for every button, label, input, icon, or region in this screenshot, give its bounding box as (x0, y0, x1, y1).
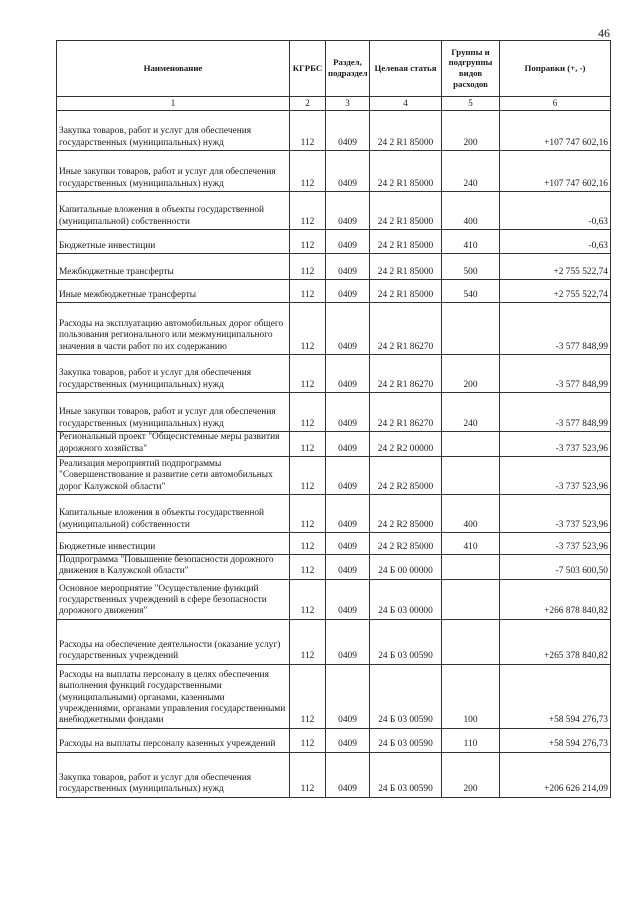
row-razdel: 0409 (326, 555, 370, 580)
row-expense-group (442, 619, 500, 664)
row-target-article: 24 2 R1 85000 (370, 192, 442, 230)
row-kgrbs: 112 (290, 192, 326, 230)
row-razdel: 0409 (326, 355, 370, 393)
row-amount: -0,63 (500, 192, 611, 230)
row-target-article: 24 Б 03 00590 (370, 728, 442, 752)
row-razdel: 0409 (326, 457, 370, 495)
row-target-article: 24 2 R1 85000 (370, 254, 442, 280)
table-row (57, 432, 611, 457)
row-expense-group: 200 (442, 355, 500, 393)
row-razdel: 0409 (326, 151, 370, 192)
table-row (57, 393, 611, 432)
row-target-article: 24 2 R1 86270 (370, 393, 442, 432)
row-target-article: 24 2 R2 85000 (370, 533, 442, 555)
row-kgrbs: 112 (290, 393, 326, 432)
row-expense-group: 540 (442, 280, 500, 303)
header-row (57, 41, 611, 97)
table-row (57, 533, 611, 555)
row-razdel: 0409 (326, 111, 370, 151)
row-expense-group: 240 (442, 393, 500, 432)
row-amount: -3 737 523,96 (500, 495, 611, 533)
row-target-article: 24 2 R2 85000 (370, 457, 442, 495)
row-amount: -3 737 523,96 (500, 533, 611, 555)
row-amount: +2 755 522,74 (500, 280, 611, 303)
column-number: 2 (290, 97, 326, 111)
page-number: 46 (598, 26, 610, 40)
row-kgrbs: 112 (290, 579, 326, 619)
row-name: Бюджетные инвестиции (57, 230, 290, 254)
row-expense-group: 240 (442, 151, 500, 192)
row-kgrbs: 112 (290, 151, 326, 192)
row-name: Капитальные вложения в объекты государственной (муниципальной) собственности (57, 192, 290, 230)
header-amendments: Поправки (+, -) (500, 41, 611, 97)
row-kgrbs: 112 (290, 664, 326, 728)
row-target-article: 24 2 R2 85000 (370, 495, 442, 533)
row-target-article: 24 Б 03 00590 (370, 619, 442, 664)
row-kgrbs: 112 (290, 457, 326, 495)
row-name: Закупка товаров, работ и услуг для обеспечения государственных (муниципальных) нужд (57, 355, 290, 393)
row-kgrbs: 112 (290, 555, 326, 580)
row-expense-group: 110 (442, 728, 500, 752)
row-name: Подпрограмма "Повышение безопасности дорожного движения в Калужской области" (57, 555, 290, 580)
table-row (57, 355, 611, 393)
row-name: Закупка товаров, работ и услуг для обеспечения государственных (муниципальных) нужд (57, 111, 290, 151)
row-amount: +58 594 276,73 (500, 728, 611, 752)
header-name: Наименование (57, 41, 290, 97)
row-razdel: 0409 (326, 280, 370, 303)
row-name: Региональный проект "Общесистемные меры развития дорожного хозяйства" (57, 432, 290, 457)
row-expense-group (442, 555, 500, 580)
row-amount: +107 747 602,16 (500, 111, 611, 151)
table-row (57, 303, 611, 355)
row-target-article: 24 Б 03 00000 (370, 579, 442, 619)
row-expense-group (442, 457, 500, 495)
row-target-article: 24 Б 03 00590 (370, 664, 442, 728)
row-expense-group: 410 (442, 533, 500, 555)
row-kgrbs: 112 (290, 752, 326, 797)
row-amount: +266 878 840,82 (500, 579, 611, 619)
row-razdel: 0409 (326, 664, 370, 728)
row-amount: -3 737 523,96 (500, 432, 611, 457)
table-row (57, 555, 611, 580)
row-amount: -3 577 848,99 (500, 355, 611, 393)
table-row (57, 619, 611, 664)
row-razdel: 0409 (326, 393, 370, 432)
row-kgrbs: 112 (290, 230, 326, 254)
table-row (57, 151, 611, 192)
table-row (57, 752, 611, 797)
row-razdel: 0409 (326, 432, 370, 457)
table-row (57, 495, 611, 533)
row-name: Основное мероприятие "Осуществление функций государственных учреждений в сфере безопасности дорожного движения" (57, 579, 290, 619)
column-number: 1 (57, 97, 290, 111)
row-name: Расходы на выплаты персоналу казенных учреждений (57, 728, 290, 752)
row-razdel: 0409 (326, 303, 370, 355)
row-kgrbs: 112 (290, 355, 326, 393)
row-amount: -3 737 523,96 (500, 457, 611, 495)
row-kgrbs: 112 (290, 533, 326, 555)
row-expense-group: 400 (442, 192, 500, 230)
row-name: Расходы на выплаты персоналу в целях обеспечения выполнения функций государственными (муниципальными) органами, казенными учреждениями, органами управления государственными внебюджетными фондами (57, 664, 290, 728)
row-kgrbs: 112 (290, 254, 326, 280)
row-expense-group: 100 (442, 664, 500, 728)
column-number: 3 (326, 97, 370, 111)
budget-amendments-table (56, 40, 611, 798)
row-target-article: 24 2 R1 86270 (370, 355, 442, 393)
row-amount: +107 747 602,16 (500, 151, 611, 192)
table-row (57, 457, 611, 495)
row-kgrbs: 112 (290, 495, 326, 533)
row-target-article: 24 2 R1 85000 (370, 230, 442, 254)
row-razdel: 0409 (326, 192, 370, 230)
row-name: Расходы на эксплуатацию автомобильных дорог общего пользования регионального или межмуниципального значения в части работ по их содержанию (57, 303, 290, 355)
row-name: Капитальные вложения в объекты государственной (муниципальной) собственности (57, 495, 290, 533)
row-name: Бюджетные инвестиции (57, 533, 290, 555)
row-amount: -7 503 600,50 (500, 555, 611, 580)
row-kgrbs: 112 (290, 432, 326, 457)
row-target-article: 24 2 R2 00000 (370, 432, 442, 457)
row-expense-group: 200 (442, 111, 500, 151)
header-target-article: Целевая статья (370, 41, 442, 97)
column-number: 4 (370, 97, 442, 111)
row-razdel: 0409 (326, 230, 370, 254)
row-kgrbs: 112 (290, 280, 326, 303)
table-row (57, 728, 611, 752)
row-amount: +206 626 214,09 (500, 752, 611, 797)
row-name: Расходы на обеспечение деятельности (оказание услуг) государственных учреждений (57, 619, 290, 664)
table-row (57, 579, 611, 619)
row-kgrbs: 112 (290, 619, 326, 664)
header-expense-groups: Группы и подгруппы видов расходов (442, 41, 500, 97)
row-target-article: 24 2 R1 85000 (370, 151, 442, 192)
row-expense-group (442, 303, 500, 355)
row-amount: +2 755 522,74 (500, 254, 611, 280)
row-expense-group (442, 432, 500, 457)
row-kgrbs: 112 (290, 728, 326, 752)
row-target-article: 24 2 R1 86270 (370, 303, 442, 355)
header-kgrbs: КГРБС (290, 41, 326, 97)
row-amount: +265 378 840,82 (500, 619, 611, 664)
row-razdel: 0409 (326, 752, 370, 797)
row-razdel: 0409 (326, 254, 370, 280)
row-razdel: 0409 (326, 495, 370, 533)
row-expense-group: 500 (442, 254, 500, 280)
row-expense-group (442, 579, 500, 619)
table-row (57, 230, 611, 254)
row-target-article: 24 Б 03 00590 (370, 752, 442, 797)
row-name: Иные закупки товаров, работ и услуг для обеспечения государственных (муниципальных) нужд (57, 393, 290, 432)
table-row (57, 192, 611, 230)
row-expense-group: 200 (442, 752, 500, 797)
row-name: Межбюджетные трансферты (57, 254, 290, 280)
row-amount: -3 577 848,99 (500, 303, 611, 355)
row-kgrbs: 112 (290, 303, 326, 355)
row-razdel: 0409 (326, 533, 370, 555)
row-razdel: 0409 (326, 579, 370, 619)
table-row (57, 111, 611, 151)
row-razdel: 0409 (326, 728, 370, 752)
row-target-article: 24 2 R1 85000 (370, 280, 442, 303)
column-number-row (57, 97, 611, 111)
row-name: Иные закупки товаров, работ и услуг для обеспечения государственных (муниципальных) нужд (57, 151, 290, 192)
row-name: Иные межбюджетные трансферты (57, 280, 290, 303)
column-number: 6 (500, 97, 611, 111)
row-amount: -0,63 (500, 230, 611, 254)
row-target-article: 24 Б 00 00000 (370, 555, 442, 580)
column-number: 5 (442, 97, 500, 111)
row-target-article: 24 2 R1 85000 (370, 111, 442, 151)
table-row (57, 664, 611, 728)
table-row (57, 254, 611, 280)
row-razdel: 0409 (326, 619, 370, 664)
table-body (57, 111, 611, 798)
row-name: Реализация мероприятий подпрограммы "Совершенствование и развитие сети автомобильных дорог Калужской области" (57, 457, 290, 495)
row-name: Закупка товаров, работ и услуг для обеспечения государственных (муниципальных) нужд (57, 752, 290, 797)
row-expense-group: 400 (442, 495, 500, 533)
row-amount: +58 594 276,73 (500, 664, 611, 728)
header-razdel: Раздел, подраздел (326, 41, 370, 97)
row-amount: -3 577 848,99 (500, 393, 611, 432)
row-expense-group: 410 (442, 230, 500, 254)
row-kgrbs: 112 (290, 111, 326, 151)
table-row (57, 280, 611, 303)
